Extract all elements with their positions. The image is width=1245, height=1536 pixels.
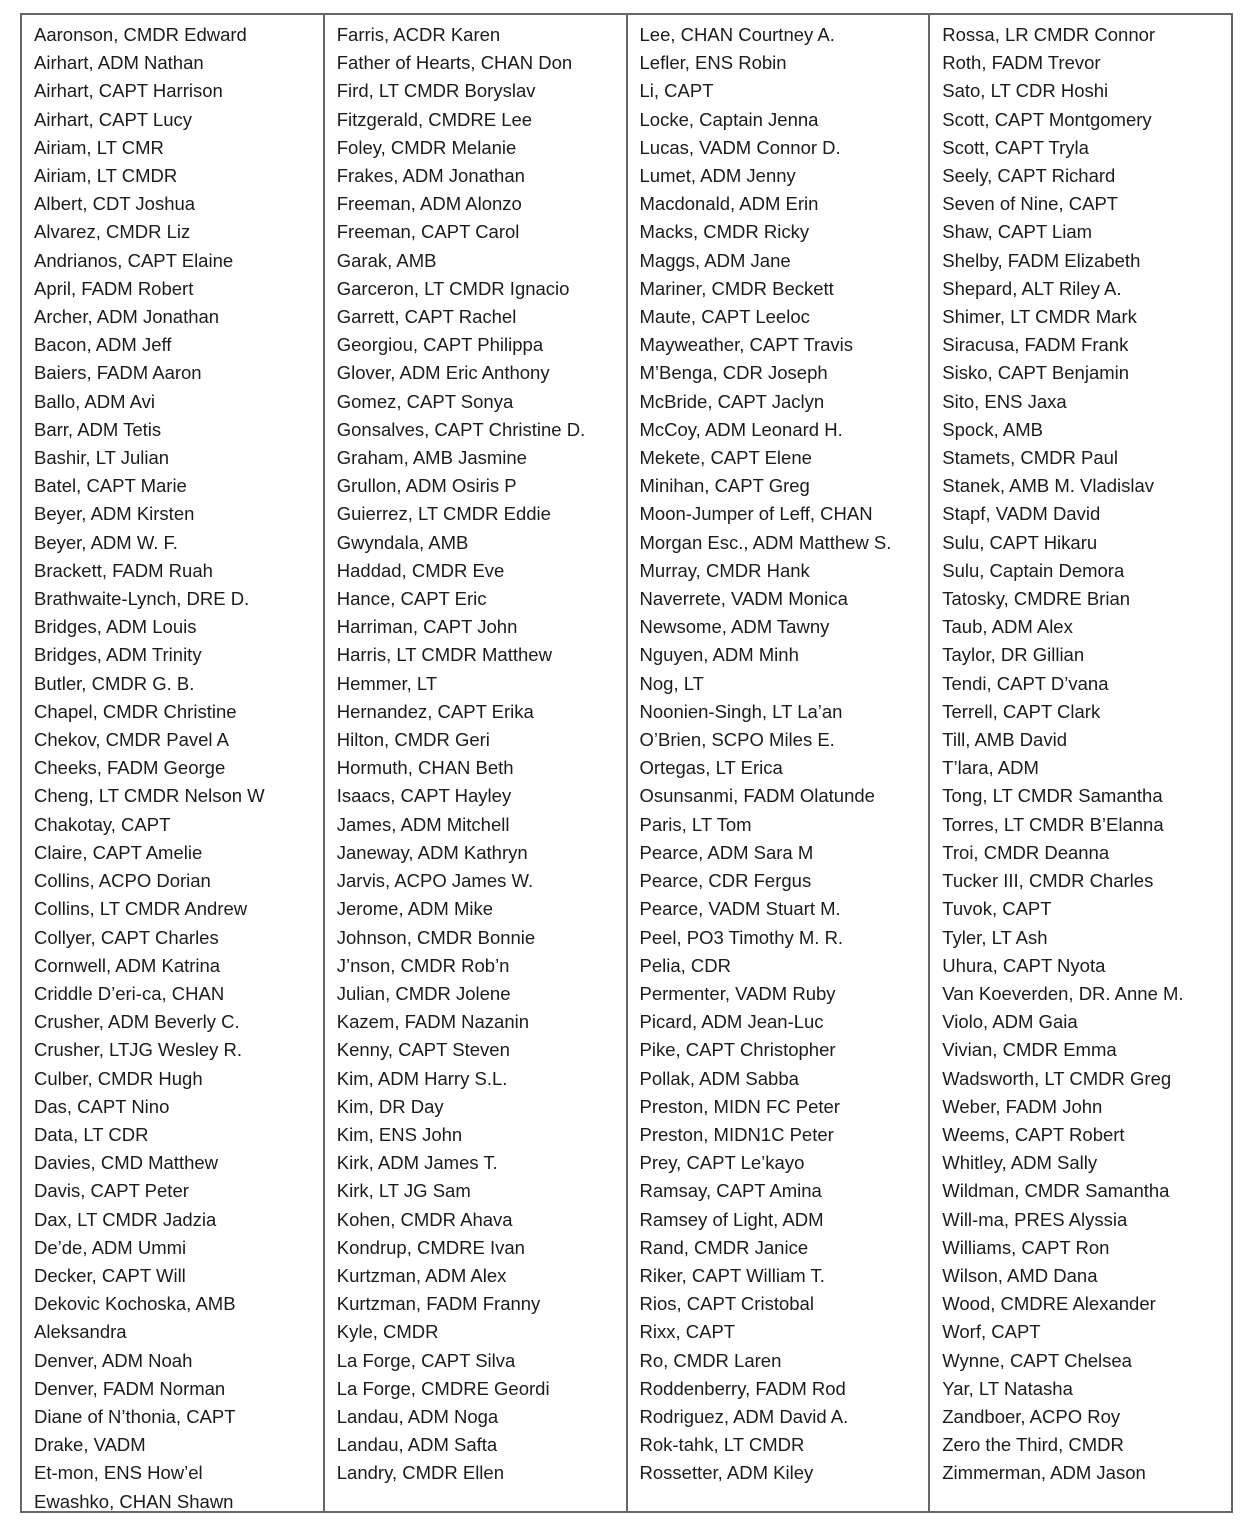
roster-entry: Landau, ADM Safta xyxy=(336,1434,498,1456)
roster-entry: Collins, LT CMDR Andrew xyxy=(34,898,248,920)
roster-entry: Frakes, ADM Jonathan xyxy=(336,165,525,187)
roster-entry: Stanek, AMB M. Vladislav xyxy=(942,475,1155,497)
roster-entry: Beyer, ADM W. F. xyxy=(34,531,178,553)
roster-entry: Vivian, CMDR Emma xyxy=(942,1039,1117,1061)
roster-entry: Crusher, LTJG Wesley R. xyxy=(34,1039,243,1061)
roster-entry: Wildman, CMDR Samantha xyxy=(942,1180,1170,1202)
roster-entry: Williams, CAPT Ron xyxy=(942,1236,1110,1258)
roster-entry: J’nson, CMDR Rob’n xyxy=(336,954,510,976)
roster-entry: Brackett, FADM Ruah xyxy=(34,559,213,581)
roster-entry: Mariner, CMDR Beckett xyxy=(639,277,834,299)
roster-entry: Moon-Jumper of Leff, CHAN xyxy=(639,503,873,525)
roster-entry: Kim, DR Day xyxy=(336,1095,444,1117)
roster-entry: Alvarez, CMDR Liz xyxy=(34,221,191,243)
roster-entry: Hernandez, CAPT Erika xyxy=(336,700,534,722)
roster-entry: Taub, ADM Alex xyxy=(942,616,1073,638)
roster-entry: Whitley, ADM Sally xyxy=(942,1152,1098,1174)
roster-entry: Garak, AMB xyxy=(336,249,437,271)
roster-entry: Seely, CAPT Richard xyxy=(942,165,1116,187)
roster-entry: Scott, CAPT Tryla xyxy=(942,136,1089,158)
roster-entry: Ramsay, CAPT Amina xyxy=(639,1180,822,1202)
roster-entry: Cheeks, FADM George xyxy=(34,757,226,779)
roster-entry: Zero the Third, CMDR xyxy=(942,1434,1124,1456)
roster-entry: McBride, CAPT Jaclyn xyxy=(639,390,825,412)
roster-entry: Airhart, ADM Nathan xyxy=(34,52,204,74)
roster-entry: Albert, CDT Joshua xyxy=(34,193,196,215)
roster-entry: Chekov, CMDR Pavel A xyxy=(34,729,229,751)
roster-entry: Harris, LT CMDR Matthew xyxy=(336,644,552,666)
roster-entry: Brathwaite-Lynch, DRE D. xyxy=(34,588,250,610)
roster-entry: Airiam, LT CMR xyxy=(34,136,164,158)
roster-entry: James, ADM Mitchell xyxy=(336,813,510,835)
roster-entry: Archer, ADM Jonathan xyxy=(34,306,220,328)
roster-entry: Aaronson, CMDR Edward xyxy=(34,24,247,45)
roster-entry: Data, LT CDR xyxy=(34,1123,149,1145)
roster-entry: Freeman, ADM Alonzo xyxy=(336,193,522,215)
roster-entry: Peel, PO3 Timothy M. R. xyxy=(639,926,844,948)
roster-entry: Nguyen, ADM Minh xyxy=(639,644,799,666)
roster-entry: Noonien-Singh, LT La’an xyxy=(639,700,843,722)
roster-entry: Ramsey of Light, ADM xyxy=(639,1208,824,1230)
roster-entry: Kenny, CAPT Steven xyxy=(336,1039,510,1061)
roster-entry: Sulu, Captain Demora xyxy=(942,559,1125,581)
roster-entry: Claire, CAPT Amelie xyxy=(34,841,203,863)
roster-entry: Preston, MIDN FC Peter xyxy=(639,1095,840,1117)
roster-column-3 xyxy=(628,15,931,1511)
roster-entry: Macdonald, ADM Erin xyxy=(639,193,819,215)
roster-entry: Beyer, ADM Kirsten xyxy=(34,503,195,525)
roster-entry: Lee, CHAN Courtney A. xyxy=(639,24,835,45)
roster-entry: Sato, LT CDR Hoshi xyxy=(942,80,1109,102)
roster-entry: Pollak, ADM Sabba xyxy=(639,1067,799,1089)
roster-entry: La Forge, CMDRE Geordi xyxy=(336,1377,550,1399)
roster-entry: Crusher, ADM Beverly C. xyxy=(34,1011,240,1033)
roster-entry: Mekete, CAPT Elene xyxy=(639,447,812,469)
roster-entry: Georgiou, CAPT Philippa xyxy=(336,334,544,356)
roster-entry: Zimmerman, ADM Jason xyxy=(942,1462,1146,1484)
roster-entry: Van Koeverden, DR. Anne M. xyxy=(942,982,1184,1004)
roster-entry: Rodriguez, ADM David A. xyxy=(639,1405,849,1427)
roster-entry: Stamets, CMDR Paul xyxy=(942,447,1119,469)
roster-entry: Rok-tahk, LT CMDR xyxy=(639,1434,805,1456)
roster-entry: Ortegas, LT Erica xyxy=(639,757,783,779)
roster-entry: Baiers, FADM Aaron xyxy=(34,362,202,384)
roster-entry: Garrett, CAPT Rachel xyxy=(336,306,517,328)
roster-entry: Dax, LT CMDR Jadzia xyxy=(34,1208,217,1230)
roster-entry: Denver, ADM Noah xyxy=(34,1349,193,1371)
roster-entry: Prey, CAPT Le’kayo xyxy=(639,1152,805,1174)
roster-entry: Fitzgerald, CMDRE Lee xyxy=(336,108,533,130)
roster-column-1 xyxy=(22,15,325,1511)
personnel-roster-table xyxy=(20,13,1233,1513)
roster-entry: Airhart, CAPT Harrison xyxy=(34,80,223,102)
roster-entry: Bashir, LT Julian xyxy=(34,447,170,469)
roster-entry: Wynne, CAPT Chelsea xyxy=(942,1349,1132,1371)
roster-entry: Batel, CAPT Marie xyxy=(34,475,187,497)
roster-entry: Weber, FADM John xyxy=(942,1095,1103,1117)
roster-entry: Stapf, VADM David xyxy=(942,503,1101,525)
roster-entry: Pearce, CDR Fergus xyxy=(639,870,812,892)
roster-entry: Tendi, CAPT D’vana xyxy=(942,672,1109,694)
roster-entry: Newsome, ADM Tawny xyxy=(639,616,830,638)
roster-entry: Jerome, ADM Mike xyxy=(336,898,494,920)
roster-entry: Kim, ENS John xyxy=(336,1123,463,1145)
roster-entry: M’Benga, CDR Joseph xyxy=(639,362,828,384)
roster-entry: Lefler, ENS Robin xyxy=(639,52,787,74)
roster-entry: Bridges, ADM Louis xyxy=(34,616,197,638)
roster-entry: Janeway, ADM Kathryn xyxy=(336,841,528,863)
roster-entry: Yar, LT Natasha xyxy=(942,1377,1073,1399)
roster-entry: Locke, Captain Jenna xyxy=(639,108,819,130)
roster-entry: Siracusa, FADM Frank xyxy=(942,334,1129,356)
roster-entry: Landau, ADM Noga xyxy=(336,1405,499,1427)
roster-entry: Criddle D’eri-ca, CHAN xyxy=(34,982,225,1004)
roster-entry: Wood, CMDRE Alexander xyxy=(942,1293,1156,1315)
roster-entry: Uhura, CAPT Nyota xyxy=(942,954,1106,976)
roster-entry: Permenter, VADM Ruby xyxy=(639,982,836,1004)
roster-entry: Airiam, LT CMDR xyxy=(34,165,178,187)
roster-entry: Farris, ACDR Karen xyxy=(336,24,501,45)
roster-entry: Sito, ENS Jaxa xyxy=(942,390,1067,412)
roster-entry: Hemmer, LT xyxy=(336,672,438,694)
roster-entry: Airhart, CAPT Lucy xyxy=(34,108,192,130)
roster-entry: Pearce, ADM Sara M xyxy=(639,841,814,863)
roster-entry: Worf, CAPT xyxy=(942,1321,1041,1343)
roster-entry: Kirk, LT JG Sam xyxy=(336,1180,471,1202)
roster-entry: Rios, CAPT Cristobal xyxy=(639,1293,814,1315)
roster-entry: T’lara, ADM xyxy=(942,757,1039,779)
roster-entry: Foley, CMDR Melanie xyxy=(336,136,517,158)
roster-entry: Kirk, ADM James T. xyxy=(336,1152,498,1174)
roster-entry: Gwyndala, AMB xyxy=(336,531,469,553)
roster-entry: Roddenberry, FADM Rod xyxy=(639,1377,846,1399)
roster-entry: Hilton, CMDR Geri xyxy=(336,729,490,751)
roster-entry: Kondrup, CMDRE Ivan xyxy=(336,1236,525,1258)
roster-entry: Harriman, CAPT John xyxy=(336,616,518,638)
roster-entry: Tong, LT CMDR Samantha xyxy=(942,785,1163,807)
roster-entry: Jarvis, ACPO James W. xyxy=(336,870,534,892)
roster-entry: Tucker III, CMDR Charles xyxy=(942,870,1154,892)
roster-entry: Johnson, CMDR Bonnie xyxy=(336,926,536,948)
roster-entry: Zandboer, ACPO Roy xyxy=(942,1405,1121,1427)
roster-entry: La Forge, CAPT Silva xyxy=(336,1349,516,1371)
roster-entry: Glover, ADM Eric Anthony xyxy=(336,362,550,384)
roster-entry: Kohen, CMDR Ahava xyxy=(336,1208,513,1230)
roster-entry: Torres, LT CMDR B’Elanna xyxy=(942,813,1164,835)
roster-entry: Bacon, ADM Jeff xyxy=(34,334,172,356)
roster-entry: Wilson, AMD Dana xyxy=(942,1264,1098,1286)
roster-entry: Tatosky, CMDRE Brian xyxy=(942,588,1131,610)
roster-entry: Roth, FADM Trevor xyxy=(942,52,1101,74)
roster-entry: Collins, ACPO Dorian xyxy=(34,870,211,892)
roster-entry: Violo, ADM Gaia xyxy=(942,1011,1078,1033)
roster-entry: Das, CAPT Nino xyxy=(34,1095,170,1117)
roster-entry: Minihan, CAPT Greg xyxy=(639,475,810,497)
roster-entry: Julian, CMDR Jolene xyxy=(336,982,511,1004)
roster-entry: Li, CAPT xyxy=(639,80,714,102)
roster-entry: Nog, LT xyxy=(639,672,704,694)
roster-entry: Ballo, ADM Avi xyxy=(34,390,155,412)
roster-entry: Cheng, LT CMDR Nelson W xyxy=(34,785,265,807)
roster-entry: Wadsworth, LT CMDR Greg xyxy=(942,1067,1172,1089)
roster-entry: McCoy, ADM Leonard H. xyxy=(639,418,843,440)
roster-entry: Davies, CMD Matthew xyxy=(34,1152,219,1174)
roster-entry: Davis, CAPT Peter xyxy=(34,1180,189,1202)
roster-entry: Riker, CAPT William T. xyxy=(639,1264,825,1286)
roster-entry: Morgan Esc., ADM Matthew S. xyxy=(639,531,892,553)
roster-entry: De’de, ADM Ummi xyxy=(34,1236,187,1258)
roster-entry: Osunsanmi, FADM Olatunde xyxy=(639,785,875,807)
roster-entry: Decker, CAPT Will xyxy=(34,1264,186,1286)
roster-entry: Guierrez, LT CMDR Eddie xyxy=(336,503,551,525)
roster-entry: Gomez, CAPT Sonya xyxy=(336,390,514,412)
roster-entry: Maute, CAPT Leeloc xyxy=(639,306,810,328)
roster-entry: Paris, LT Tom xyxy=(639,813,752,835)
roster-entry: Rossa, LR CMDR Connor xyxy=(942,24,1156,45)
roster-entry: Culber, CMDR Hugh xyxy=(34,1067,203,1089)
roster-entry: Picard, ADM Jean-Luc xyxy=(639,1011,824,1033)
roster-entry: Naverrete, VADM Monica xyxy=(639,588,848,610)
roster-entry: Fird, LT CMDR Boryslav xyxy=(336,80,536,102)
roster-entry: Mayweather, CAPT Travis xyxy=(639,334,854,356)
roster-entry: Taylor, DR Gillian xyxy=(942,644,1085,666)
roster-entry: Andrianos, CAPT Elaine xyxy=(34,249,234,271)
roster-entry: Garceron, LT CMDR Ignacio xyxy=(336,277,570,299)
roster-entry: Isaacs, CAPT Hayley xyxy=(336,785,512,807)
roster-entry: Haddad, CMDR Eve xyxy=(336,559,505,581)
roster-entry: Kyle, CMDR xyxy=(336,1321,439,1343)
roster-entry: Lumet, ADM Jenny xyxy=(639,165,796,187)
roster-entry: Macks, CMDR Ricky xyxy=(639,221,810,243)
roster-entry: Grullon, ADM Osiris P xyxy=(336,475,517,497)
roster-entry: Hance, CAPT Eric xyxy=(336,588,487,610)
roster-entry: Shepard, ALT Riley A. xyxy=(942,277,1122,299)
roster-column-4 xyxy=(930,15,1231,1511)
roster-entry: Till, AMB David xyxy=(942,729,1067,751)
roster-entry: April, FADM Robert xyxy=(34,277,194,299)
roster-entry: Scott, CAPT Montgomery xyxy=(942,108,1152,130)
roster-entry: Kazem, FADM Nazanin xyxy=(336,1011,530,1033)
roster-entry: Landry, CMDR Ellen xyxy=(336,1462,504,1484)
roster-entry: Hormuth, CHAN Beth xyxy=(336,757,514,779)
roster-entry: Ewashko, CHAN Shawn xyxy=(34,1490,234,1511)
roster-entry: Pelia, CDR xyxy=(639,954,731,976)
roster-entry: Diane of N’thonia, CAPT xyxy=(34,1405,236,1427)
roster-entry: Sisko, CAPT Benjamin xyxy=(942,362,1130,384)
roster-entry: Will-ma, PRES Alyssia xyxy=(942,1208,1128,1230)
roster-entry: Rixx, CAPT xyxy=(639,1321,736,1343)
roster-entry: Murray, CMDR Hank xyxy=(639,559,810,581)
roster-entry: Dekovic Kochoska, AMB Aleksandra xyxy=(34,1293,236,1343)
roster-entry: Maggs, ADM Jane xyxy=(639,249,791,271)
roster-entry: O’Brien, SCPO Miles E. xyxy=(639,729,835,751)
roster-entry: Chakotay, CAPT xyxy=(34,813,171,835)
roster-entry: Preston, MIDN1C Peter xyxy=(639,1123,834,1145)
roster-entry: Troi, CMDR Deanna xyxy=(942,841,1110,863)
roster-entry: Lucas, VADM Connor D. xyxy=(639,136,841,158)
roster-entry: Cornwell, ADM Katrina xyxy=(34,954,221,976)
roster-entry: Pearce, VADM Stuart M. xyxy=(639,898,841,920)
roster-entry: Weems, CAPT Robert xyxy=(942,1123,1125,1145)
roster-entry: Gonsalves, CAPT Christine D. xyxy=(336,418,586,440)
roster-entry: Tuvok, CAPT xyxy=(942,898,1052,920)
roster-entry: Denver, FADM Norman xyxy=(34,1377,226,1399)
roster-entry: Kim, ADM Harry S.L. xyxy=(336,1067,508,1089)
roster-entry: Shimer, LT CMDR Mark xyxy=(942,306,1137,328)
roster-entry: Butler, CMDR G. B. xyxy=(34,672,195,694)
roster-entry: Et-mon, ENS How’el xyxy=(34,1462,203,1484)
roster-column-2 xyxy=(325,15,628,1511)
roster-entry: Tyler, LT Ash xyxy=(942,926,1048,948)
roster-entry: Barr, ADM Tetis xyxy=(34,418,162,440)
roster-entry: Rossetter, ADM Kiley xyxy=(639,1462,814,1484)
roster-entry: Rand, CMDR Janice xyxy=(639,1236,809,1258)
roster-entry: Ro, CMDR Laren xyxy=(639,1349,782,1371)
roster-entry: Chapel, CMDR Christine xyxy=(34,700,237,722)
roster-entry: Drake, VADM xyxy=(34,1434,146,1456)
roster-entry: Freeman, CAPT Carol xyxy=(336,221,520,243)
roster-entry: Seven of Nine, CAPT xyxy=(942,193,1119,215)
roster-entry: Sulu, CAPT Hikaru xyxy=(942,531,1098,553)
roster-entry: Pike, CAPT Christopher xyxy=(639,1039,836,1061)
roster-entry: Graham, AMB Jasmine xyxy=(336,447,527,469)
roster-entry: Spock, AMB xyxy=(942,418,1044,440)
roster-entry: Shelby, FADM Elizabeth xyxy=(942,249,1141,271)
roster-entry: Collyer, CAPT Charles xyxy=(34,926,219,948)
roster-entry: Father of Hearts, CHAN Don xyxy=(336,52,573,74)
roster-entry: Bridges, ADM Trinity xyxy=(34,644,202,666)
roster-entry: Terrell, CAPT Clark xyxy=(942,700,1101,722)
roster-entry: Kurtzman, FADM Franny xyxy=(336,1293,541,1315)
roster-entry: Shaw, CAPT Liam xyxy=(942,221,1093,243)
roster-entry: Kurtzman, ADM Alex xyxy=(336,1264,507,1286)
